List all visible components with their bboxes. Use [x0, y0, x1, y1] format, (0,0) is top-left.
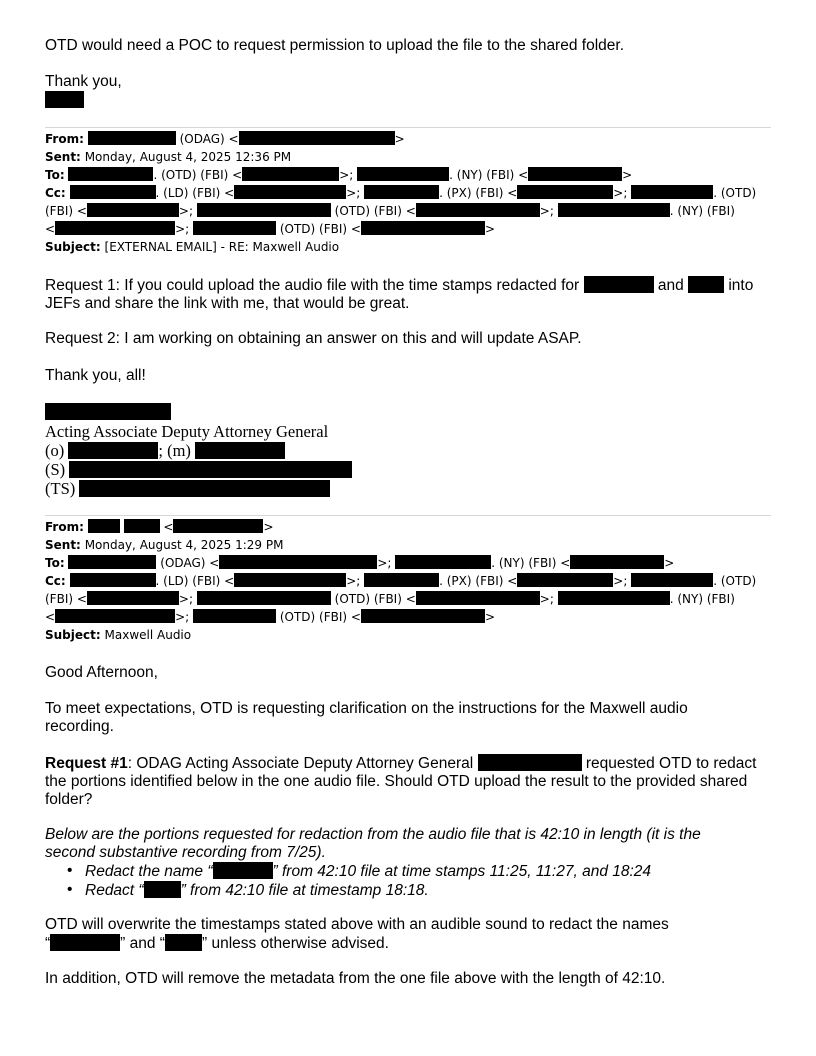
redaction-block: [70, 573, 156, 587]
redaction-block: [631, 185, 713, 199]
redaction-list: [45, 862, 771, 900]
redaction-block: [87, 591, 179, 605]
metadata-paragraph: In addition, OTD will remove the metadata from the one file above with the length of 42:10.: [45, 970, 666, 987]
redaction-block: [68, 555, 156, 569]
signature-title: Acting Associate Deputy Attorney General: [45, 422, 329, 441]
redaction-block: [55, 609, 175, 623]
header-from-row: From: (ODAG) < >: [45, 132, 405, 146]
redaction-block: [213, 862, 273, 879]
redaction-block: [88, 131, 176, 145]
redaction-block: [239, 131, 395, 145]
redaction-block: [219, 555, 377, 569]
redaction-block: [144, 881, 181, 898]
header-subject-row: Subject: [EXTERNAL EMAIL] - RE: Maxwell Audio: [45, 240, 340, 254]
subject-value: [EXTERNAL EMAIL] - RE: Maxwell Audio: [104, 240, 340, 254]
thanks-line: Thank you,: [45, 73, 122, 90]
header-cc-row: Cc: . (LD) (FBI) < >; . (PX) (FBI) < >; . (OTD): [45, 574, 757, 588]
email-header-1: [45, 130, 756, 256]
redaction-block: [193, 221, 276, 235]
sent-timestamp: Monday, August 4, 2025 1:29 PM: [84, 538, 284, 552]
redaction-block: [193, 609, 276, 623]
redaction-block: [173, 519, 263, 533]
redaction-block: [558, 591, 670, 605]
header-cc-row-2: (FBI) < >; (OTD) (FBI) < >; . (NY) (FBI): [45, 204, 735, 218]
redaction-block: [195, 442, 285, 459]
header-cc-row-3: < >; (OTD) (FBI) < >: [45, 222, 495, 236]
header-sent-row: Sent: Monday, August 4, 2025 1:29 PM: [45, 538, 284, 552]
redaction-block: [87, 203, 179, 217]
list-item: • Redact the name “ ” from 42:10 file at time stamps 11:25, 11:27, and 18:24: [45, 862, 771, 881]
subject-value: Maxwell Audio: [104, 628, 192, 642]
expectations-paragraph: To meet expectations, OTD is requesting clarification on the instructions for the Maxwell audio recording.: [45, 700, 688, 735]
header-from-row: From: < >: [45, 520, 274, 534]
request-1-detail: Request #1: ODAG Acting Associate Deputy Attorney General requested OTD to redact the portions identified below in the one audio file. Should OTD upload the result to the provided shared folder?: [45, 755, 757, 808]
redaction-block: [416, 203, 540, 217]
header-subject-row: Subject: Maxwell Audio: [45, 628, 192, 642]
redaction-block: [70, 185, 156, 199]
redaction-block: [45, 403, 171, 420]
overwrite-line-2: “ ” and “ ” unless otherwise advised.: [45, 935, 389, 952]
redaction-block: [234, 185, 346, 199]
redaction-block: [68, 167, 153, 181]
redaction-block: [478, 754, 582, 771]
redaction-block: [242, 167, 339, 181]
request-2-paragraph: Request 2: I am working on obtaining an answer on this and will update ASAP.: [45, 330, 582, 347]
redaction-block: [517, 185, 613, 199]
redaction-block: [79, 480, 330, 497]
redaction-block: [517, 573, 613, 587]
signature-ts-row: (TS): [45, 479, 330, 498]
redaction-block: [361, 609, 485, 623]
redaction-block: [45, 91, 84, 108]
redaction-block: [165, 934, 202, 951]
redaction-block: [361, 221, 485, 235]
redaction-block: [234, 573, 346, 587]
signature-phone-row: (o) ; (m): [45, 441, 285, 460]
header-cc-row-3: < >; (OTD) (FBI) < >: [45, 610, 495, 624]
redaction-block: [584, 276, 654, 293]
redaction-block: [197, 203, 331, 217]
redaction-block: [88, 519, 120, 533]
redaction-block: [688, 276, 724, 293]
list-item: • Redact “ ” from 42:10 file at timestamp 18:18.: [45, 881, 771, 900]
request-1-paragraph: Request 1: If you could upload the audio file with the time stamps redacted for and into JEFs and share the link with me, that would be great.: [45, 277, 754, 312]
redaction-block: [631, 573, 713, 587]
poc-line: OTD would need a POC to request permission to upload the file to the shared folder.: [45, 37, 624, 54]
header-cc-row-2: (FBI) < >; (OTD) (FBI) < >; . (NY) (FBI): [45, 592, 735, 606]
redaction-block: [395, 555, 491, 569]
redaction-block: [357, 167, 449, 181]
header-sent-row: Sent: Monday, August 4, 2025 12:36 PM: [45, 150, 292, 164]
email-header-3: [45, 518, 756, 644]
overwrite-paragraph: OTD will overwrite the timestamps stated above with an audible sound to redact the names “ ” and “ ” unless otherwise advised.: [45, 916, 771, 953]
redaction-block: [68, 442, 158, 459]
greeting: Good Afternoon,: [45, 664, 158, 681]
redaction-block: [570, 555, 664, 569]
redaction-block: [197, 591, 331, 605]
divider: [45, 127, 771, 128]
signature-s-row: (S): [45, 460, 352, 479]
redaction-block: [528, 167, 622, 181]
redaction-block: [364, 185, 439, 199]
redaction-block: [124, 519, 160, 533]
redaction-block: [364, 573, 439, 587]
sent-timestamp: Monday, August 4, 2025 12:36 PM: [84, 150, 292, 164]
thanks-all-line: Thank you, all!: [45, 367, 146, 384]
header-cc-row: Cc: . (LD) (FBI) < >; . (PX) (FBI) < >; . (OTD): [45, 186, 757, 200]
header-to-row: To: . (OTD) (FBI) < >; . (NY) (FBI) < >: [45, 168, 633, 182]
redaction-block: [416, 591, 540, 605]
redaction-block: [55, 221, 175, 235]
header-to-row: To: (ODAG) < >; . (NY) (FBI) < >: [45, 556, 675, 570]
redaction-block: [69, 461, 352, 478]
divider: [45, 515, 771, 516]
redaction-block: [558, 203, 670, 217]
redaction-block: [50, 934, 120, 951]
portions-paragraph: Below are the portions requested for redaction from the audio file that is 42:10 in length (it is the second substantive recording from 7/25).: [45, 826, 701, 861]
